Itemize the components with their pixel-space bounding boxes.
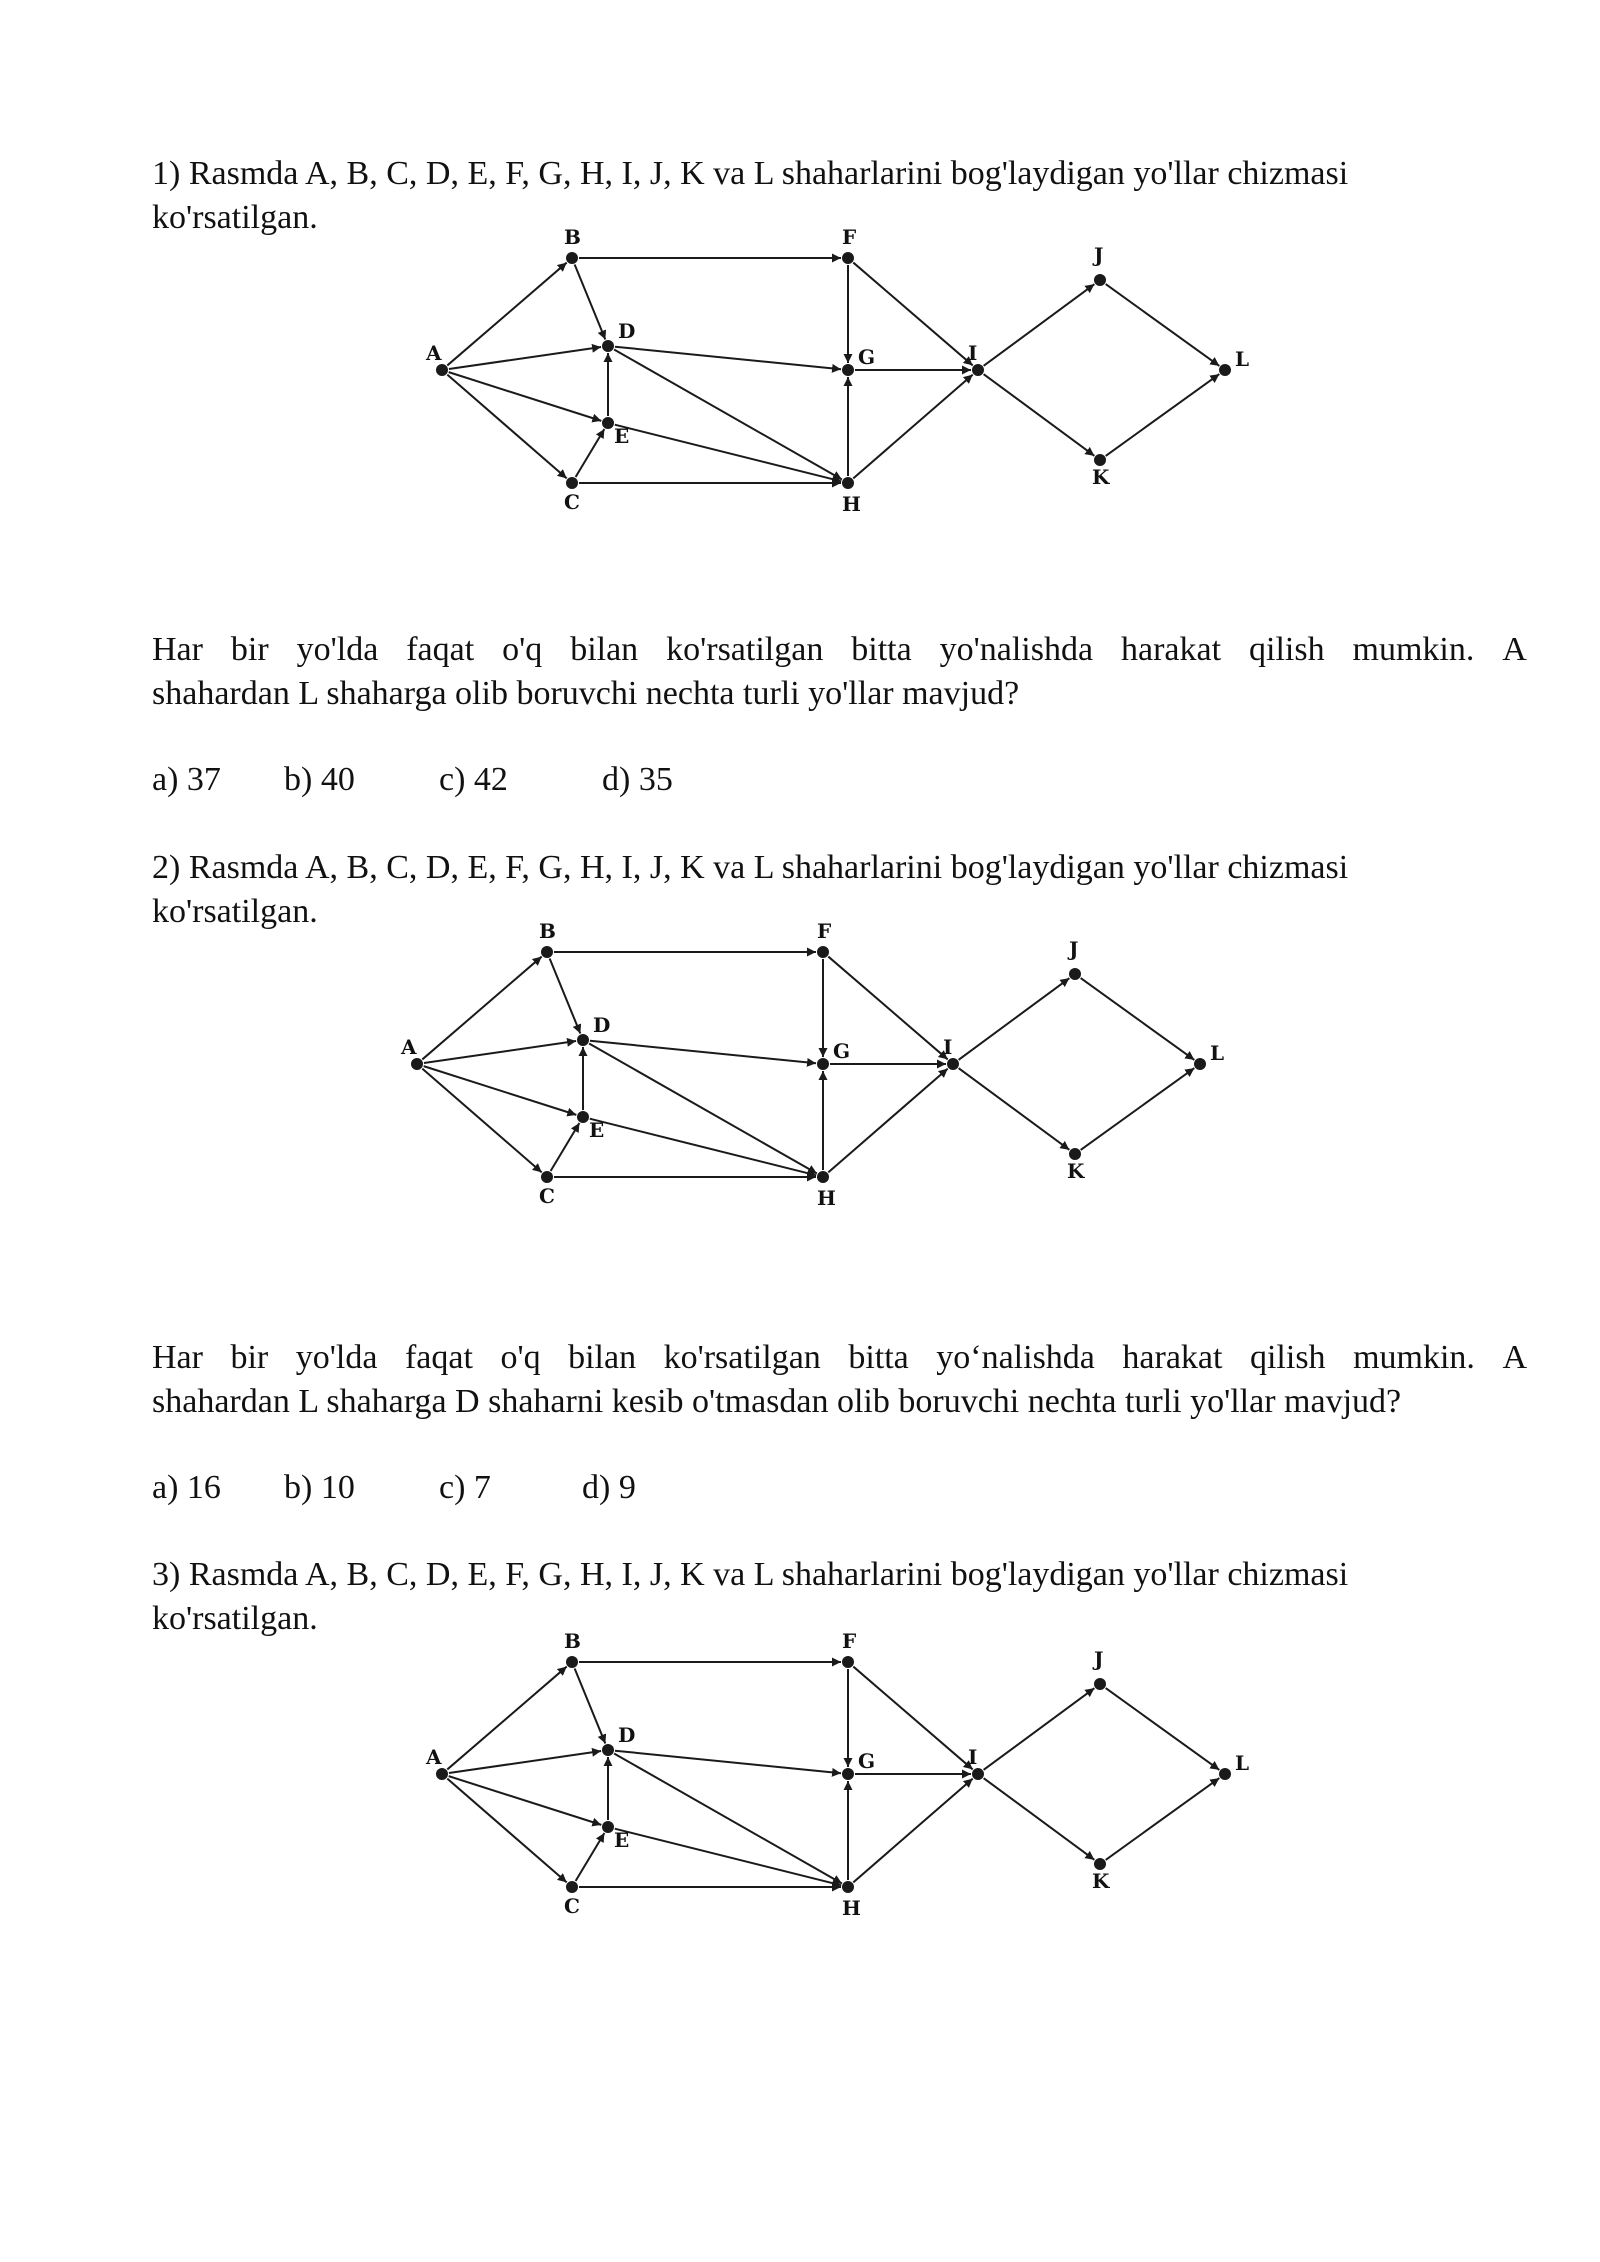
- word: A: [1502, 1339, 1527, 1376]
- node-L: [1194, 1058, 1206, 1070]
- problem-1-intro: 1) Rasmda A, B, C, D, E, F, G, H, I, J, K va L shaharlarini bog'laydigan yo'llar chizmasi: [152, 155, 1349, 192]
- edge-C-E: [576, 1833, 605, 1881]
- problem-2: [152, 846, 1527, 934]
- edge-I-K: [959, 1068, 1070, 1150]
- node-L: [1219, 1768, 1231, 1780]
- node-I: [972, 364, 984, 376]
- node-E: [602, 417, 614, 429]
- node-label-G: G: [858, 345, 876, 369]
- node-F: [817, 946, 829, 958]
- node-label-I: I: [943, 1035, 953, 1059]
- node-A: [436, 364, 448, 376]
- node-label-C: C: [539, 1184, 555, 1208]
- node-H: [842, 1881, 854, 1893]
- road-map-diagram: [395, 922, 1245, 1322]
- node-label-H: H: [817, 1186, 836, 1210]
- edge-A-B: [447, 1667, 566, 1770]
- word: qilish: [1249, 631, 1325, 668]
- edge-H-I: [828, 1069, 947, 1173]
- node-B: [566, 1656, 578, 1668]
- node-I: [972, 1768, 984, 1780]
- edge-I-J: [984, 284, 1095, 366]
- option-a[interactable]: a) 37: [152, 761, 221, 798]
- node-label-J: J: [1094, 1647, 1104, 1671]
- edge-E-H: [615, 1829, 841, 1886]
- node-label-L: L: [1235, 1751, 1250, 1775]
- problem-3: [152, 1553, 1527, 1641]
- edge-I-J: [984, 1688, 1095, 1770]
- road-map-diagram: [420, 1632, 1270, 2032]
- edge-H-I: [853, 1779, 972, 1883]
- node-label-K: K: [1067, 1159, 1085, 1183]
- node-E: [577, 1111, 589, 1123]
- edge-K-L: [1106, 374, 1220, 456]
- node-label-E: E: [589, 1118, 605, 1142]
- node-label-H: H: [842, 1896, 861, 1920]
- node-B: [566, 252, 578, 264]
- node-label-G: G: [833, 1039, 851, 1063]
- node-label-F: F: [842, 228, 857, 249]
- edge-A-D: [449, 1751, 601, 1773]
- node-label-J: J: [1069, 937, 1079, 961]
- problem-1-intro-cont: ko'rsatilgan.: [152, 199, 318, 236]
- node-C: [566, 1881, 578, 1893]
- word: A: [1502, 631, 1527, 668]
- edge-K-L: [1106, 1778, 1220, 1860]
- node-label-K: K: [1092, 465, 1110, 489]
- problem-3-intro-cont: ko'rsatilgan.: [152, 1600, 318, 1637]
- node-L: [1219, 364, 1231, 376]
- option-c[interactable]: c) 7: [439, 1469, 491, 1506]
- word: mumkin.: [1352, 631, 1475, 668]
- edge-J-L: [1106, 1688, 1220, 1770]
- edge-D-G: [590, 1041, 816, 1064]
- road-map-diagram: [420, 228, 1270, 628]
- node-J: [1069, 968, 1081, 980]
- problem-2-question-line1: [152, 1336, 1527, 1380]
- node-label-F: F: [842, 1632, 857, 1653]
- edge-D-G: [615, 347, 841, 370]
- edge-D-H: [614, 349, 842, 479]
- word: mumkin.: [1353, 1339, 1475, 1376]
- node-E: [602, 1821, 614, 1833]
- node-label-L: L: [1235, 347, 1250, 371]
- word: bitta: [851, 631, 912, 668]
- node-G: [817, 1058, 829, 1070]
- graph-1: [420, 228, 1270, 633]
- node-C: [541, 1171, 553, 1183]
- node-label-I: I: [968, 1745, 978, 1769]
- node-label-A: A: [426, 341, 442, 365]
- edge-I-K: [984, 1778, 1095, 1860]
- edge-K-L: [1081, 1068, 1195, 1150]
- word: bilan: [570, 631, 639, 668]
- edge-B-D: [575, 1668, 606, 1743]
- node-label-K: K: [1092, 1869, 1110, 1893]
- edge-A-D: [449, 347, 601, 369]
- edge-B-D: [575, 264, 606, 339]
- edge-B-D: [550, 958, 581, 1033]
- edge-J-L: [1106, 284, 1220, 366]
- problem-1-question-line1: [152, 628, 1527, 672]
- node-F: [842, 252, 854, 264]
- node-H: [817, 1171, 829, 1183]
- word: ko'rsatilgan: [663, 1339, 821, 1376]
- node-label-F: F: [817, 922, 832, 943]
- edge-I-K: [984, 374, 1095, 456]
- node-G: [842, 1768, 854, 1780]
- node-label-C: C: [564, 490, 580, 514]
- word: yo'nalishda: [939, 631, 1094, 668]
- node-label-G: G: [858, 1749, 876, 1773]
- node-G: [842, 364, 854, 376]
- edge-I-J: [959, 978, 1070, 1060]
- node-F: [842, 1656, 854, 1668]
- node-label-B: B: [564, 228, 581, 249]
- node-label-D: D: [618, 1723, 636, 1747]
- node-label-E: E: [614, 424, 630, 448]
- word: Har: [152, 631, 203, 668]
- word: bir: [230, 1339, 269, 1376]
- problem-2-intro: 2) Rasmda A, B, C, D, E, F, G, H, I, J, K va L shaharlarini bog'laydigan yo'llar chizmasi: [152, 849, 1349, 886]
- edge-J-L: [1081, 978, 1195, 1060]
- word: faqat: [406, 631, 475, 668]
- edge-A-D: [424, 1041, 576, 1063]
- option-b[interactable]: b) 10: [284, 1469, 355, 1506]
- word: qilish: [1249, 1339, 1326, 1376]
- node-label-E: E: [614, 1828, 630, 1852]
- node-D: [602, 1744, 614, 1756]
- word: harakat: [1122, 1339, 1223, 1376]
- word: o'q: [502, 631, 543, 668]
- node-C: [566, 477, 578, 489]
- problem-2-question-line2: shahardan L shaharga D shaharni kesib o'tmasdan olib boruvchi nechta turli yo'llar mavjud?: [152, 1383, 1402, 1420]
- edge-A-B: [422, 957, 541, 1060]
- option-d[interactable]: d) 35: [602, 761, 673, 798]
- problem-2-intro-cont: ko'rsatilgan.: [152, 893, 318, 930]
- node-A: [411, 1058, 423, 1070]
- problem-3-intro: 3) Rasmda A, B, C, D, E, F, G, H, I, J, K va L shaharlarini bog'laydigan yo'llar chizmasi: [152, 1556, 1349, 1593]
- node-A: [436, 1768, 448, 1780]
- word: harakat: [1121, 631, 1222, 668]
- node-label-A: A: [401, 1035, 417, 1059]
- word: faqat: [404, 1339, 473, 1376]
- node-D: [602, 340, 614, 352]
- word: bitta: [848, 1339, 909, 1376]
- problem-1-question: [152, 628, 1527, 716]
- node-H: [842, 477, 854, 489]
- word: yo'lda: [296, 631, 379, 668]
- graph-3: [420, 1632, 1270, 2037]
- node-label-H: H: [842, 492, 861, 516]
- node-label-D: D: [618, 319, 636, 343]
- edge-C-E: [551, 1123, 580, 1171]
- edge-H-I: [853, 375, 972, 479]
- node-J: [1094, 1678, 1106, 1690]
- node-D: [577, 1034, 589, 1046]
- word: o'q: [500, 1339, 541, 1376]
- edge-E-H: [615, 425, 841, 482]
- node-label-B: B: [539, 922, 556, 943]
- graph-2: [395, 922, 1245, 1327]
- node-label-B: B: [564, 1632, 581, 1653]
- word: Har: [152, 1339, 203, 1376]
- node-B: [541, 946, 553, 958]
- node-J: [1094, 274, 1106, 286]
- option-c[interactable]: c) 42: [439, 761, 508, 798]
- node-label-I: I: [968, 341, 978, 365]
- problem-1: [152, 152, 1527, 240]
- node-label-L: L: [1210, 1041, 1225, 1065]
- edge-C-E: [576, 429, 605, 477]
- problem-1-question-line2: shahardan L shaharga olib boruvchi nechta turli yo'llar mavjud?: [152, 675, 1020, 712]
- node-label-A: A: [426, 1745, 442, 1769]
- node-I: [947, 1058, 959, 1070]
- word: ko'rsatilgan: [666, 631, 824, 668]
- edge-D-G: [615, 1751, 841, 1774]
- node-label-D: D: [593, 1013, 611, 1037]
- word: bilan: [568, 1339, 637, 1376]
- option-a[interactable]: a) 16: [152, 1469, 221, 1506]
- option-d[interactable]: d) 9: [582, 1469, 636, 1506]
- edge-A-B: [447, 263, 566, 366]
- word: bir: [230, 631, 269, 668]
- option-b[interactable]: b) 40: [284, 761, 355, 798]
- node-label-C: C: [564, 1894, 580, 1918]
- word: yo‘nalishda: [936, 1339, 1095, 1376]
- edge-D-H: [614, 1753, 842, 1883]
- word: yo'lda: [295, 1339, 378, 1376]
- edge-E-H: [590, 1119, 816, 1176]
- node-label-J: J: [1094, 243, 1104, 267]
- edge-D-H: [589, 1043, 817, 1173]
- problem-2-question: [152, 1336, 1527, 1424]
